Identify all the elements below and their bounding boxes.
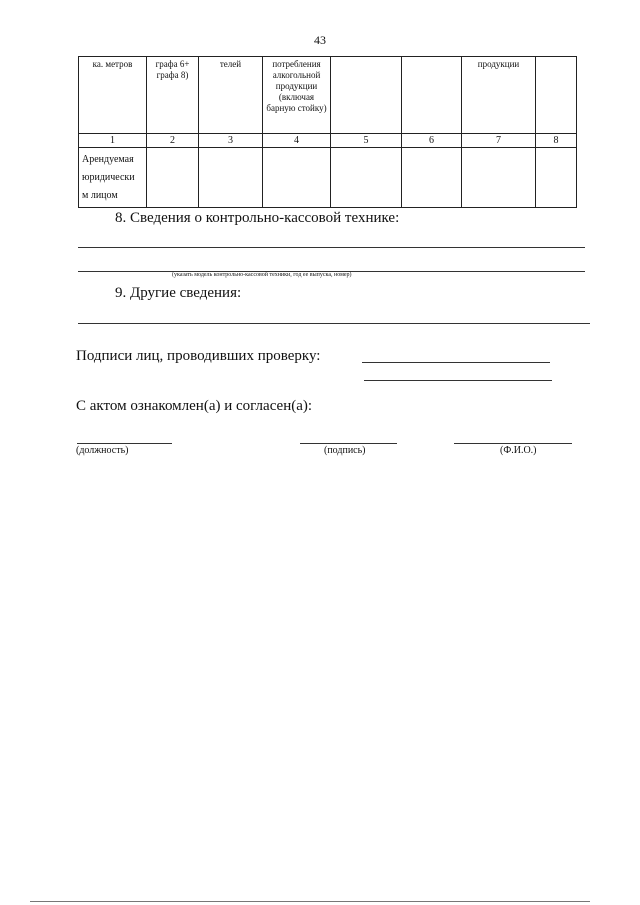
signature-caption: (подпись): [324, 445, 366, 456]
signature-line[interactable]: [364, 380, 552, 381]
header-cell: [331, 57, 402, 134]
header-cell: графа 6+ графа 8): [147, 57, 199, 134]
table-cell[interactable]: [402, 148, 462, 208]
cash-register-hint: (указать модель контрольно-кассовой техники, год ее выпуска, номер): [172, 272, 352, 278]
column-number: 6: [402, 134, 462, 148]
row-label-line: юридически: [82, 172, 135, 183]
section-9-title: 9. Другие сведения:: [115, 285, 242, 301]
scan-edge-line: [30, 901, 590, 902]
signature-line[interactable]: [362, 362, 550, 363]
header-cell: [402, 57, 462, 134]
column-number: 2: [147, 134, 199, 148]
table-cell[interactable]: [331, 148, 402, 208]
row-label-line: Арендуемая: [82, 154, 134, 165]
row-label: [79, 148, 147, 208]
table-cell[interactable]: [462, 148, 536, 208]
column-number: 1: [79, 134, 147, 148]
fill-in-line[interactable]: [78, 247, 585, 248]
header-cell: ка. метров: [79, 57, 147, 134]
table-cell[interactable]: [536, 148, 577, 208]
header-cell: [536, 57, 577, 134]
premises-table: [78, 56, 577, 208]
section-8-title: 8. Сведения о контрольно-кассовой технике:: [115, 210, 400, 226]
signature-line[interactable]: [300, 443, 397, 444]
column-number: 5: [331, 134, 402, 148]
header-cell: продукции: [462, 57, 536, 134]
column-number: 7: [462, 134, 536, 148]
table-cell[interactable]: [263, 148, 331, 208]
column-number: 3: [199, 134, 263, 148]
full-name-caption: (Ф.И.О.): [500, 445, 537, 456]
page-number: 43: [314, 33, 326, 47]
table-header-row: [79, 57, 577, 134]
column-number: 4: [263, 134, 331, 148]
header-cell: потребления алкогольной продукции (включая барную стойку): [263, 57, 331, 134]
header-cell: телей: [199, 57, 263, 134]
table-cell[interactable]: [199, 148, 263, 208]
full-name-line[interactable]: [454, 443, 572, 444]
table-row: [79, 148, 577, 208]
position-caption: (должность): [76, 445, 129, 456]
row-label-line: м лицом: [82, 190, 118, 201]
fill-in-line[interactable]: [78, 323, 590, 324]
position-line[interactable]: [77, 443, 172, 444]
column-number: 8: [536, 134, 577, 148]
acknowledgement-label: С актом ознакомлен(а) и согласен(а):: [76, 398, 313, 414]
table-cell[interactable]: [147, 148, 199, 208]
inspectors-signatures-label: Подписи лиц, проводивших проверку:: [76, 348, 321, 364]
column-number-row: [79, 134, 577, 148]
